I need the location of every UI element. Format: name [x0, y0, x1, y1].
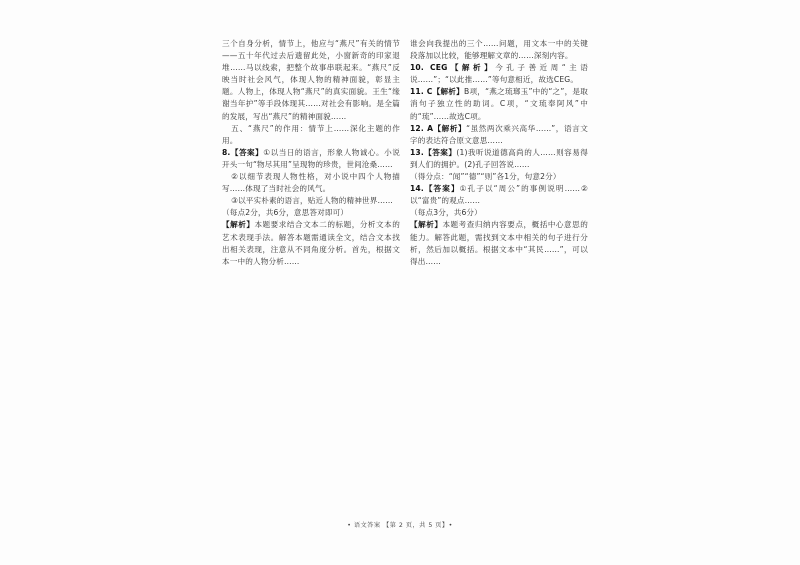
left-para-7: 【解析】本题要求结合文本二的标题，分析文本的艺术表现手法。解答本题需通读全文，结合文本找出相关表现，注意从不同角度分析。首先，根据文本一中的人物分析…… [222, 220, 400, 266]
right-column [410, 38, 588, 268]
right-para-7: 14.【答案】①孔子以“周公”的事例说明……②以“富贵”的观点…… [410, 184, 588, 206]
left-para-3: 8.【答案】①以当日的语言，形象人物诚心。小说开头一句“物尽其用”呈现物的珍贵，世间沧桑…… [222, 147, 400, 169]
right-para-4: 12. A【解析】“虽然两次乘兴高华……”，语言文字的表达符合原文意思…… [410, 123, 588, 145]
right-para-6: （得分点：“闻”“德”“则”各1分，句意2分） [410, 172, 561, 182]
right-para-3: 11. C【解析】B项，“燕之琉瑯玉”中的“之”，是取消句子独立性的助词。C项，“文琉奉阿风”中的“琉”……故选C项。 [410, 87, 588, 121]
left-para-2: 五、“燕尺”的作用：情节上……深化主题的作用。 [222, 123, 400, 145]
left-para-4: ②以细节表现人物性格，对小说中四个人物描写……体现了当时社会的风气。 [222, 172, 400, 194]
page-footer: • 语文答案 【第 2 页，共 5 页】• [347, 522, 453, 529]
right-para-2: 10. CEG【解析】今孔子善近周“主语说……”；“以此推……”等句意相近，故选CEG。 [410, 63, 588, 85]
right-para-8: （每点3分，共6分） [410, 208, 482, 218]
right-para-1: 谁会向我提出的三个……问题，用文本一中的关键段落加以比较，能够理解文章的……深刻内容。 [410, 39, 588, 61]
left-para-6: （每点2分，共6分，意思答对即可） [222, 208, 349, 218]
left-para-5: ③以平实朴素的语言，贴近人物的精神世界…… [231, 196, 393, 206]
right-para-5: 13.【答案】(1)我听说道德高尚的人……则容易得到人们的拥护。(2)孔子回答说…… [410, 147, 588, 169]
left-para-1: 三个自身分析，情节上，他应与“燕尺”有关的情节——五十年代过去后遗留此处，小窗新奇的印家退堆……马以线索，把整个故事串联起来。“燕尺”反映当时社会风气，体现人物的精神面貌，彰显主题。人物上，体现人物“燕尺”的真实面貌。王生“缘谢当年护”等手段体现其……对社会有影响。是全篇的发展，写出“燕尺”的精神面貌…… [222, 39, 400, 121]
left-column [222, 38, 400, 268]
right-para-9: 【解析】本题考查归纳内容要点，概括中心意思的能力。解答此题，需找到文本中相关的句子进行分析，然后加以概括。根据文本中“其民……”，可以得出…… [410, 220, 588, 266]
